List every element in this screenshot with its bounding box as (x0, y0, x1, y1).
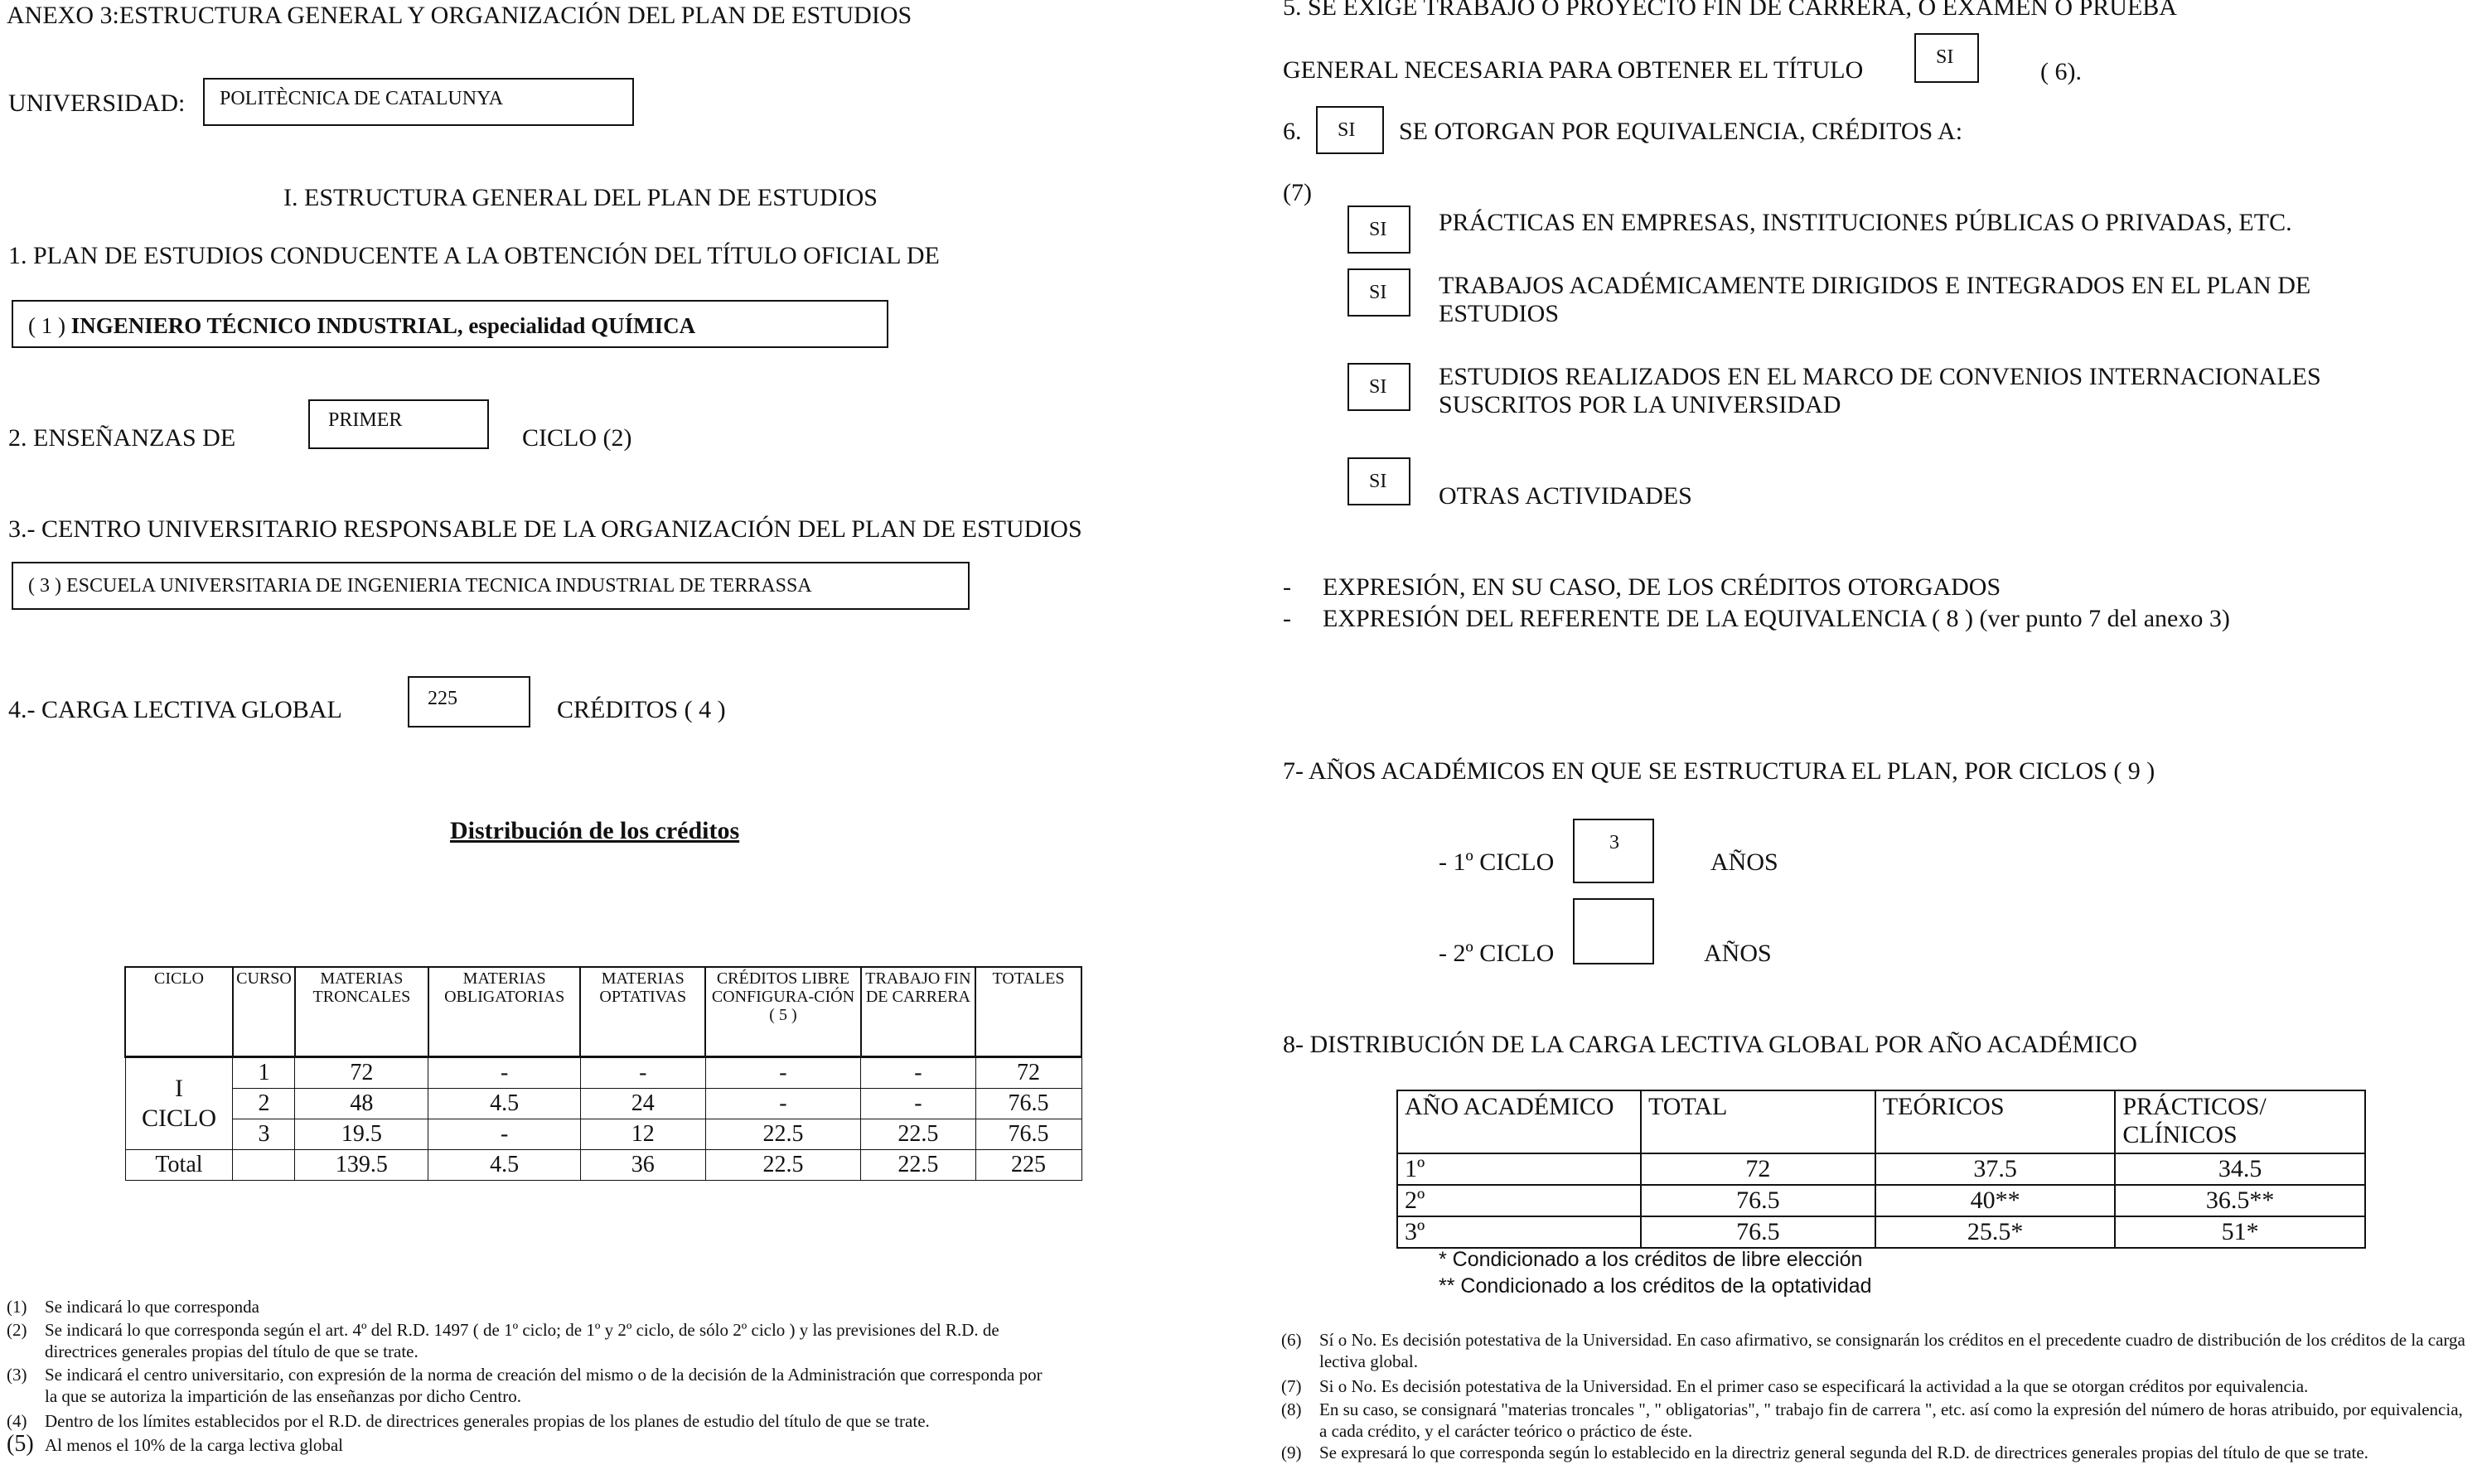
dist-header-troncales: MATERIAS TRONCALES (295, 967, 428, 1057)
dist-header-curso: CURSO (233, 967, 295, 1057)
table-row: 1º 72 37.5 34.5 (1397, 1153, 2365, 1185)
item6-number: 6. (1283, 118, 1302, 145)
bullet-referente: EXPRESIÓN DEL REFERENTE DE LA EQUIVALENCIA ( 8 ) (ver punto 7 del anexo 3) (1323, 605, 2230, 632)
table-total-row: Total 139.5 4.5 36 22.5 22.5 225 (125, 1150, 1081, 1181)
item7-marker: (7) (1283, 179, 1312, 206)
trabajo-fin-field: SI (1914, 33, 1979, 83)
footnote-1: (1) Se indicará lo que corresponda (7, 1297, 259, 1317)
item1-label: 1. PLAN DE ESTUDIOS CONDUCENTE A LA OBTENCIÓN DEL TÍTULO OFICIAL DE (8, 242, 940, 269)
dist-header-trabajo: TRABAJO FIN DE CARRERA (861, 967, 975, 1057)
equiv-trabajos-field: SI (1347, 268, 1410, 317)
distribution-table (124, 966, 1082, 1181)
note-libre-eleccion: * Condicionado a los créditos de libre elección (1439, 1248, 1863, 1271)
equiv-practicas-field: SI (1347, 205, 1410, 254)
annex-heading: ANEXO 3:ESTRUCTURA GENERAL Y ORGANIZACIÓN DEL PLAN DE ESTUDIOS (7, 2, 912, 29)
centro-value: ( 3 ) ESCUELA UNIVERSITARIA DE INGENIERIA TECNICA INDUSTRIAL DE TERRASSA (28, 575, 812, 597)
universidad-label: UNIVERSIDAD: (8, 89, 186, 117)
carga-value: 225 (428, 688, 457, 709)
table-row: 3 19.5 - 12 22.5 22.5 76.5 (125, 1119, 1081, 1150)
footnote-2: (2) Se indicará lo que corresponda según el art. 4º del R.D. 1497 ( de 1º ciclo; de 1º y 2º ciclo, de sólo 2º ciclo ) y las previsiones del R.D. de directrices generales propias del título de que se trate. (7, 1320, 999, 1361)
anual-header-ano: AÑO ACADÉMICO (1397, 1090, 1641, 1153)
ciclo2-field (1573, 898, 1654, 964)
table-row: 2º 76.5 40** 36.5** (1397, 1185, 2365, 1216)
note-optatividad: ** Condicionado a los créditos de la optatividad (1439, 1274, 1872, 1298)
carga-field (408, 676, 530, 727)
section-title: I. ESTRUCTURA GENERAL DEL PLAN DE ESTUDIOS (283, 184, 878, 211)
item3-label: 3.- CENTRO UNIVERSITARIO RESPONSABLE DE LA ORGANIZACIÓN DEL PLAN DE ESTUDIOS (8, 515, 1082, 543)
titulo-prefix: ( 1 ) (28, 313, 65, 338)
item8-label: 8- DISTRIBUCIÓN DE LA CARGA LECTIVA GLOBAL POR AÑO ACADÉMICO (1283, 1031, 2137, 1058)
table-row: 3º 76.5 25.5* 51* (1397, 1216, 2365, 1248)
titulo-field (12, 300, 888, 348)
equiv-convenios-label-2: SUSCRITOS POR LA UNIVERSIDAD (1439, 391, 1841, 418)
item2-suffix: CICLO (2) (522, 424, 632, 452)
centro-field (12, 562, 970, 610)
equiv-trabajos-label: TRABAJOS ACADÉMICAMENTE DIRIGIDOS E INTEGRADOS EN EL PLAN DE (1439, 272, 2311, 299)
dist-ciclo-cell: I CICLO (125, 1057, 233, 1150)
equiv-trabajos-label-2: ESTUDIOS (1439, 300, 1560, 327)
item4-label: 4.- CARGA LECTIVA GLOBAL (8, 696, 342, 723)
item6-label: SE OTORGAN POR EQUIVALENCIA, CRÉDITOS A: (1399, 118, 1963, 145)
ciclo2-suffix: AÑOS (1704, 940, 1772, 967)
anual-header-total: TOTAL (1641, 1090, 1875, 1153)
equiv-convenios-label: ESTUDIOS REALIZADOS EN EL MARCO DE CONVENIOS INTERNACIONALES (1439, 363, 2321, 390)
ciclo1-label: - 1º CICLO (1439, 848, 1555, 876)
ciclo1-value: 3 (1609, 832, 1619, 853)
table-row: 2 48 4.5 24 - - 76.5 (125, 1089, 1081, 1119)
item2-label: 2. ENSEÑANZAS DE (8, 424, 236, 452)
item5-suffix: ( 6). (2040, 58, 2082, 85)
annual-table (1396, 1090, 2366, 1249)
dist-header-totales: TOTALES (975, 967, 1081, 1057)
ciclo2-label: - 2º CICLO (1439, 940, 1555, 967)
universidad-value: POLITÈCNICA DE CATALUNYA (220, 88, 504, 109)
equiv-practicas-label: PRÁCTICAS EN EMPRESAS, INSTITUCIONES PÚBLICAS O PRIVADAS, ETC. (1439, 209, 2292, 236)
item4-suffix: CRÉDITOS ( 4 ) (557, 696, 726, 723)
equivalencia-field: SI (1316, 106, 1384, 154)
dist-header-optativas: MATERIAS OPTATIVAS (580, 967, 705, 1057)
footnote-5: (5) Al menos el 10% de la carga lectiva global (7, 1431, 343, 1457)
bullet-dash-2: - (1283, 605, 1291, 632)
dist-title: Distribución de los créditos (450, 817, 740, 844)
footnote-6: (6) Sí o No. Es decisión potestativa de la Universidad. En caso afirmativo, se consignarán los créditos en el precedente cuadro de distribución de los créditos de la carga lectiva global. (1281, 1330, 2465, 1371)
bullet-creditos: EXPRESIÓN, EN SU CASO, DE LOS CRÉDITOS OTORGADOS (1323, 573, 2001, 601)
footnote-4: (4) Dentro de los límites establecidos por el R.D. de directrices generales propias de los planes de estudio del título de que se trate. (7, 1411, 930, 1431)
equiv-otras-field: SI (1347, 457, 1410, 505)
equiv-convenios-field: SI (1347, 363, 1410, 411)
footnote-9: (9) Se expresará lo que corresponda según lo establecido en la directriz general segunda del R.D. de directrices generales propias del título de que se trate. (1281, 1443, 2368, 1462)
item7-label: 7- AÑOS ACADÉMICOS EN QUE SE ESTRUCTURA EL PLAN, POR CICLOS ( 9 ) (1283, 757, 2155, 785)
bullet-dash-1: - (1283, 573, 1291, 601)
universidad-field (203, 78, 634, 126)
footnote-8: (8) En su caso, se consignará "materias troncales ", " obligatorias", " trabajo fin de carrera ", etc. así como la expresión del número de horas atribuido, por equivalencia, a cada crédito, y el carácter teórico o práctico de éste. (1281, 1399, 2463, 1441)
item5-line2: GENERAL NECESARIA PARA OBTENER EL TÍTULO (1283, 56, 1864, 84)
dist-header-ciclo: CICLO (125, 967, 233, 1057)
ciclo1-field (1573, 819, 1654, 883)
dist-header-libre: CRÉDITOS LIBRE CONFIGURA-CIÓN ( 5 ) (705, 967, 861, 1057)
ensenanzas-field (308, 399, 489, 449)
titulo-value: INGENIERO TÉCNICO INDUSTRIAL, especialidad QUÍMICA (70, 313, 696, 338)
ensenanzas-value: PRIMER (328, 409, 403, 431)
ciclo1-suffix: AÑOS (1710, 848, 1778, 876)
item5-line1: 5. SE EXIGE TRABAJO O PROYECTO FIN DE CARRERA, O EXAMEN O PRUEBA (1283, 0, 2177, 21)
table-row: I CICLO 1 72 - - - - 72 (125, 1057, 1081, 1089)
footnote-7: (7) Si o No. Es decisión potestativa de la Universidad. En el primer caso se especificará la actividad a la que se otorgan créditos por equivalencia. (1281, 1376, 2309, 1396)
anual-header-teoricos: TEÓRICOS (1875, 1090, 2115, 1153)
equiv-otras-label: OTRAS ACTIVIDADES (1439, 482, 1692, 510)
anual-header-practicos: PRÁCTICOS/ CLÍNICOS (2115, 1090, 2365, 1153)
dist-header-obligatorias: MATERIAS OBLIGATORIAS (428, 967, 581, 1057)
footnote-3: (3) Se indicará el centro universitario, con expresión de la norma de creación del mismo o de la decisión de la Administración que corresponda por la que se autoriza la impartición de las enseñanzas por dicho Centro. (7, 1365, 1043, 1406)
